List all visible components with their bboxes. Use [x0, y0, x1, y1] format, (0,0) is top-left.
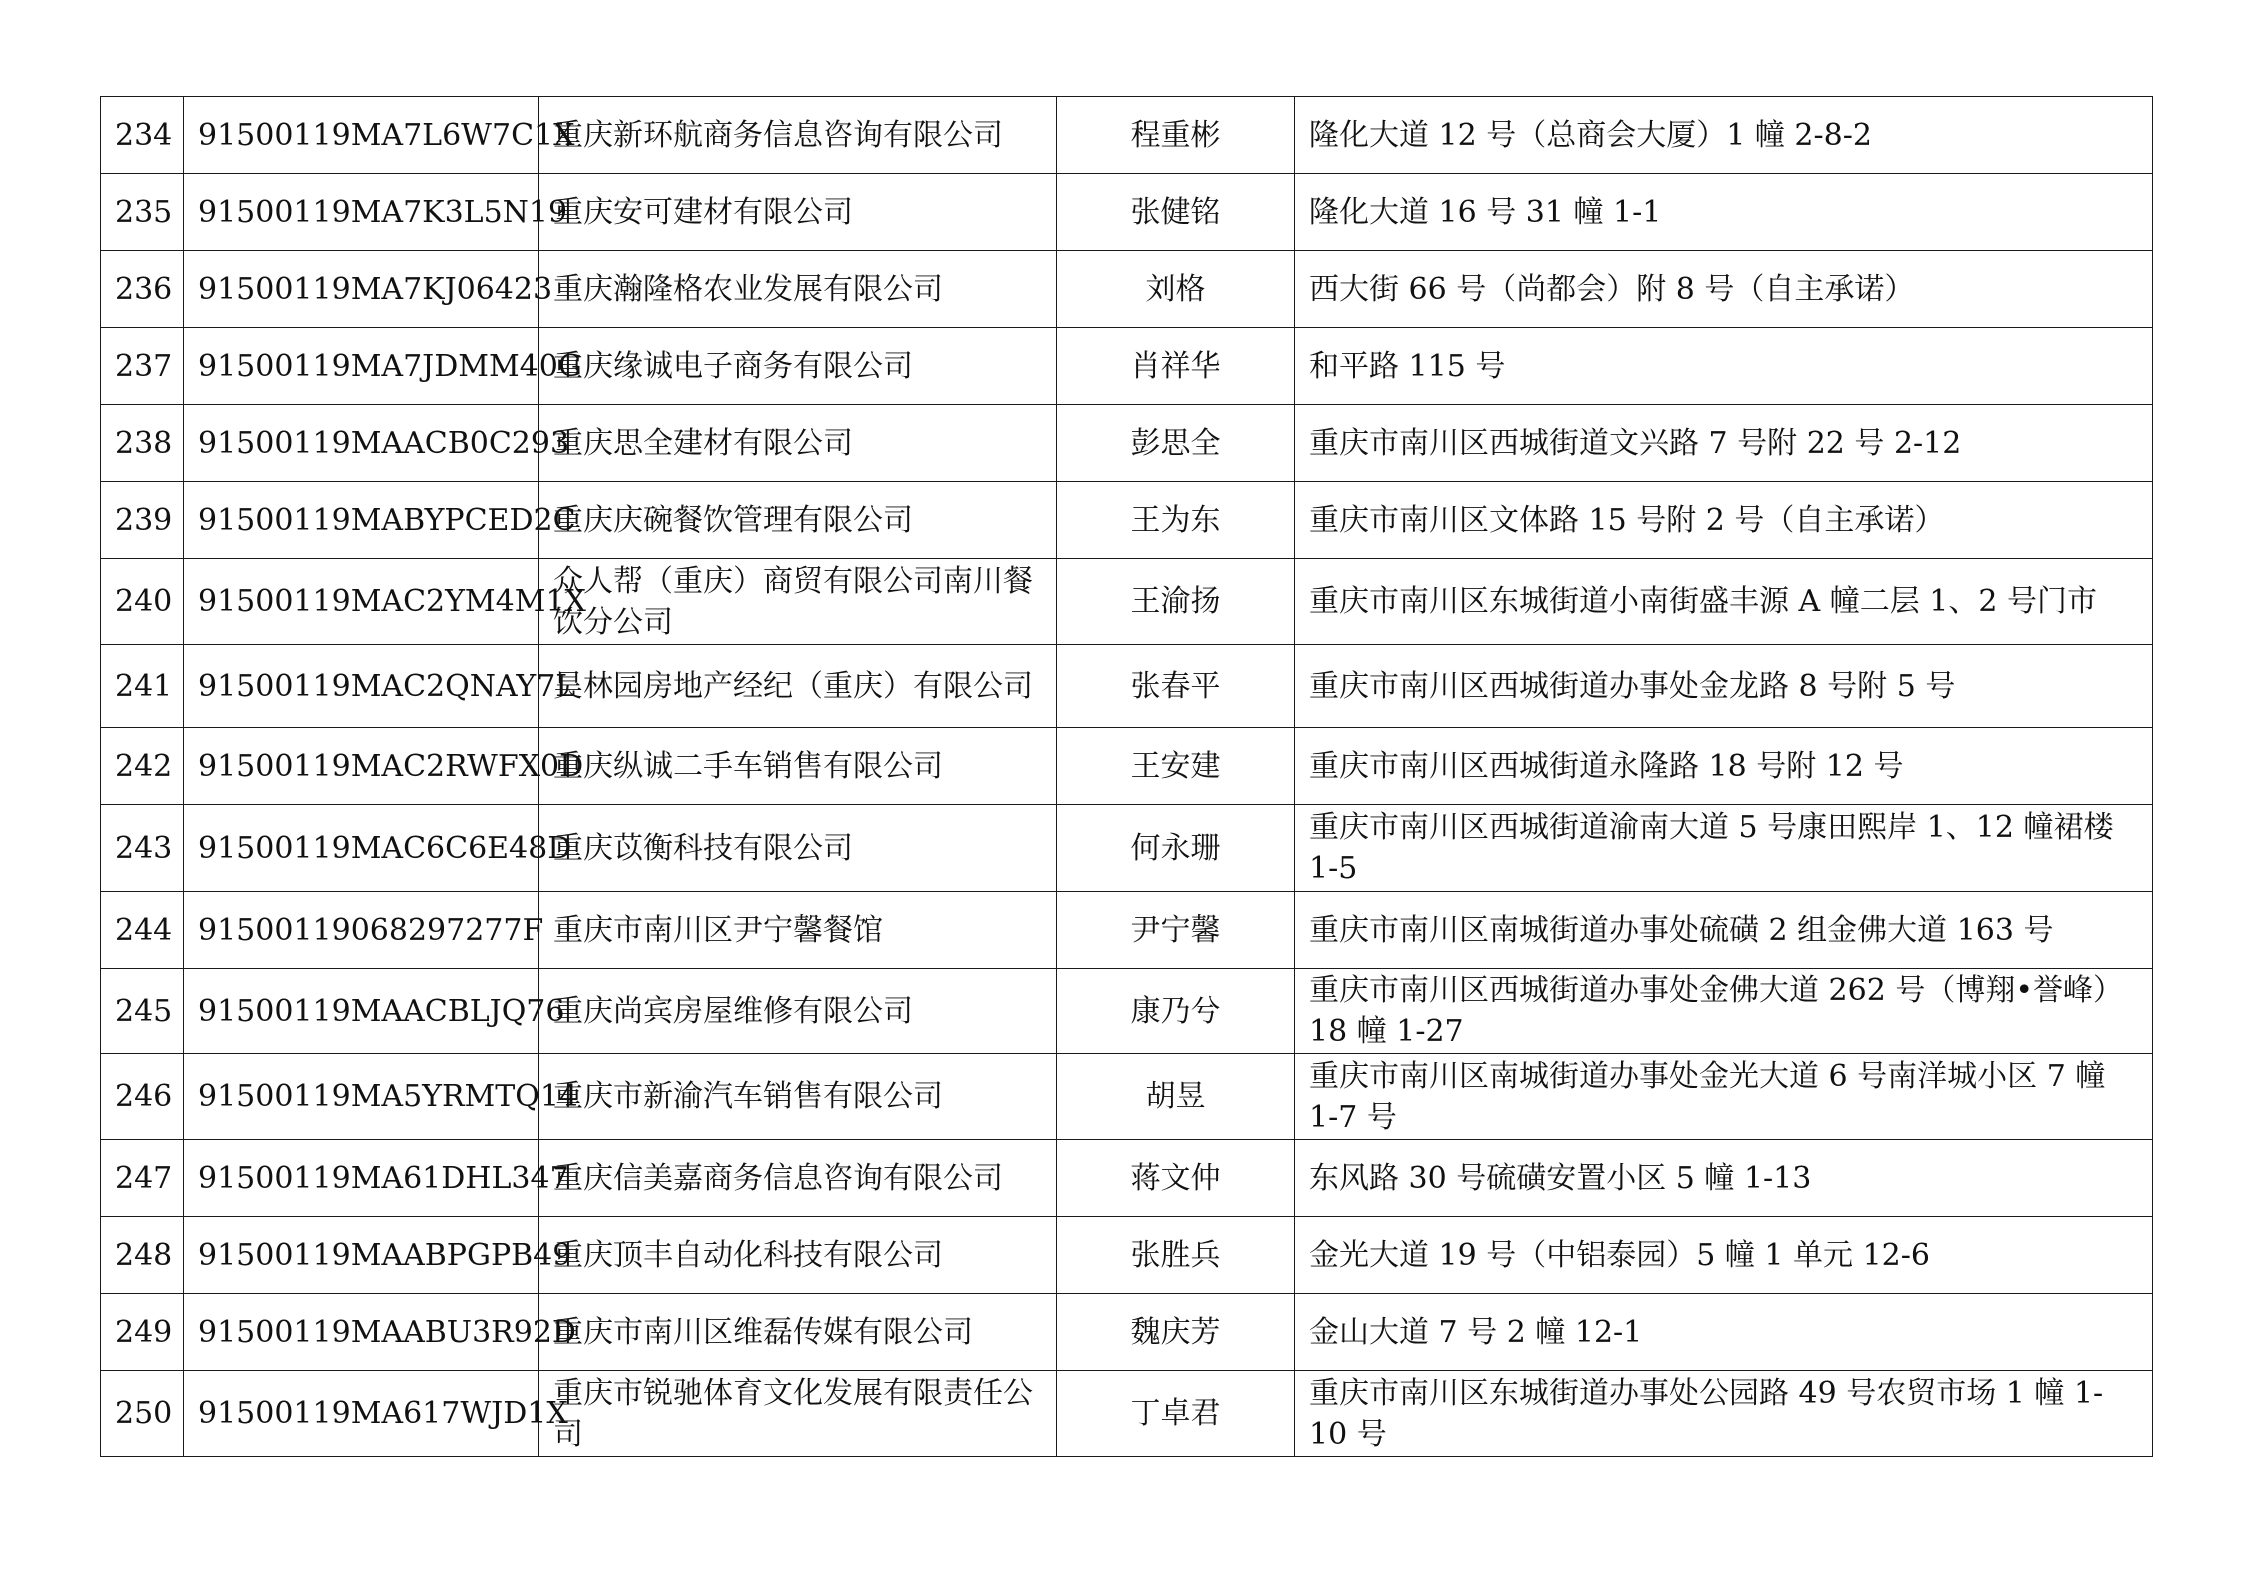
table-row: [101, 1371, 2153, 1457]
company-name-cell: 重庆庆碗餐饮管理有限公司: [539, 482, 1057, 559]
address-cell: 重庆市南川区西城街道办事处金佛大道 262 号（博翔•誉峰）18 幢 1-27: [1295, 969, 2153, 1054]
company-name-cell: 昊林园房地产经纪（重庆）有限公司: [539, 645, 1057, 728]
address-cell: 重庆市南川区西城街道办事处金龙路 8 号附 5 号: [1295, 645, 2153, 728]
row-number-cell: 239: [101, 482, 184, 559]
table-row: [101, 251, 2153, 328]
table-row: [101, 328, 2153, 405]
address-cell: 西大街 66 号（尚都会）附 8 号（自主承诺）: [1295, 251, 2153, 328]
credit-code-cell: 91500119MA7JDMM40G: [184, 328, 539, 405]
table-row: [101, 405, 2153, 482]
table-row: [101, 1140, 2153, 1217]
credit-code-cell: 91500119MAC6C6E48D: [184, 805, 539, 892]
legal-representative-cell: 魏庆芳: [1057, 1294, 1295, 1371]
row-number-cell: 234: [101, 97, 184, 174]
address-cell: 重庆市南川区东城街道小南街盛丰源 A 幢二层 1、2 号门市: [1295, 559, 2153, 645]
credit-code-cell: 91500119MA7L6W7C1X: [184, 97, 539, 174]
credit-code-cell: 91500119MA61DHL347: [184, 1140, 539, 1217]
credit-code-cell: 91500119MAC2QNAY7L: [184, 645, 539, 728]
row-number-cell: 238: [101, 405, 184, 482]
legal-representative-cell: 张健铭: [1057, 174, 1295, 251]
table-row: [101, 805, 2153, 892]
row-number-cell: 244: [101, 892, 184, 969]
legal-representative-cell: 张胜兵: [1057, 1217, 1295, 1294]
legal-representative-cell: 何永珊: [1057, 805, 1295, 892]
table-row: [101, 645, 2153, 728]
legal-representative-cell: 康乃兮: [1057, 969, 1295, 1054]
row-number-cell: 245: [101, 969, 184, 1054]
address-cell: 东风路 30 号硫磺安置小区 5 幢 1-13: [1295, 1140, 2153, 1217]
row-number-cell: 243: [101, 805, 184, 892]
row-number-cell: 249: [101, 1294, 184, 1371]
legal-representative-cell: 蒋文仲: [1057, 1140, 1295, 1217]
company-name-cell: 众人帮（重庆）商贸有限公司南川餐饮分公司: [539, 559, 1057, 645]
address-cell: 重庆市南川区南城街道办事处金光大道 6 号南洋城小区 7 幢 1-7 号: [1295, 1054, 2153, 1140]
address-cell: 重庆市南川区西城街道文兴路 7 号附 22 号 2-12: [1295, 405, 2153, 482]
credit-code-cell: 91500119MA5YRMTQ14: [184, 1054, 539, 1140]
credit-code-cell: 91500119MA617WJD1X: [184, 1371, 539, 1457]
legal-representative-cell: 王安建: [1057, 728, 1295, 805]
company-name-cell: 重庆顶丰自动化科技有限公司: [539, 1217, 1057, 1294]
address-cell: 隆化大道 12 号（总商会大厦）1 幢 2-8-2: [1295, 97, 2153, 174]
legal-representative-cell: 王渝扬: [1057, 559, 1295, 645]
registry-table-body: [101, 97, 2153, 1457]
company-name-cell: 重庆安可建材有限公司: [539, 174, 1057, 251]
credit-code-cell: 91500119MAACBLJQ76: [184, 969, 539, 1054]
credit-code-cell: 91500119MA7K3L5N19: [184, 174, 539, 251]
table-row: [101, 559, 2153, 645]
row-number-cell: 240: [101, 559, 184, 645]
address-cell: 重庆市南川区文体路 15 号附 2 号（自主承诺）: [1295, 482, 2153, 559]
address-cell: 重庆市南川区东城街道办事处公园路 49 号农贸市场 1 幢 1-10 号: [1295, 1371, 2153, 1457]
company-name-cell: 重庆瀚隆格农业发展有限公司: [539, 251, 1057, 328]
row-number-cell: 247: [101, 1140, 184, 1217]
company-name-cell: 重庆苡衡科技有限公司: [539, 805, 1057, 892]
address-cell: 重庆市南川区西城街道永隆路 18 号附 12 号: [1295, 728, 2153, 805]
company-name-cell: 重庆思全建材有限公司: [539, 405, 1057, 482]
credit-code-cell: 91500119MAC2RWFX0D: [184, 728, 539, 805]
table-row: [101, 969, 2153, 1054]
address-cell: 金光大道 19 号（中铝泰园）5 幢 1 单元 12-6: [1295, 1217, 2153, 1294]
legal-representative-cell: 彭思全: [1057, 405, 1295, 482]
row-number-cell: 242: [101, 728, 184, 805]
table-row: [101, 97, 2153, 174]
legal-representative-cell: 张春平: [1057, 645, 1295, 728]
legal-representative-cell: 肖祥华: [1057, 328, 1295, 405]
table-row: [101, 174, 2153, 251]
company-name-cell: 重庆尚宾房屋维修有限公司: [539, 969, 1057, 1054]
company-name-cell: 重庆纵诚二手车销售有限公司: [539, 728, 1057, 805]
credit-code-cell: 91500119MAABPGPB49: [184, 1217, 539, 1294]
row-number-cell: 250: [101, 1371, 184, 1457]
address-cell: 和平路 115 号: [1295, 328, 2153, 405]
legal-representative-cell: 刘格: [1057, 251, 1295, 328]
row-number-cell: 246: [101, 1054, 184, 1140]
company-name-cell: 重庆市南川区维磊传媒有限公司: [539, 1294, 1057, 1371]
company-name-cell: 重庆新环航商务信息咨询有限公司: [539, 97, 1057, 174]
table-row: [101, 1054, 2153, 1140]
table-row: [101, 728, 2153, 805]
credit-code-cell: 9150011906829727​7F: [184, 892, 539, 969]
company-name-cell: 重庆市新渝汽车销售有限公司: [539, 1054, 1057, 1140]
company-name-cell: 重庆市锐驰体育文化发展有限责任公司: [539, 1371, 1057, 1457]
address-cell: 金山大道 7 号 2 幢 12-1: [1295, 1294, 2153, 1371]
address-cell: 重庆市南川区西城街道渝南大道 5 号康田熙岸 1、12 幢裙楼 1-5: [1295, 805, 2153, 892]
company-name-cell: 重庆市南川区尹宁馨餐馆: [539, 892, 1057, 969]
credit-code-cell: 91500119MAC2YM4M1X: [184, 559, 539, 645]
credit-code-cell: 91500119MAABU3R92D: [184, 1294, 539, 1371]
credit-code-cell: 91500119MAACB0C293: [184, 405, 539, 482]
address-cell: 重庆市南川区南城街道办事处硫磺 2 组金佛大道 163 号: [1295, 892, 2153, 969]
credit-code-cell: 91500119MABYPCED2C: [184, 482, 539, 559]
company-name-cell: 重庆信美嘉商务信息咨询有限公司: [539, 1140, 1057, 1217]
address-cell: 隆化大道 16 号 31 幢 1-1: [1295, 174, 2153, 251]
table-row: [101, 1294, 2153, 1371]
legal-representative-cell: 程重彬: [1057, 97, 1295, 174]
credit-code-cell: 91500119MA7KJ06423: [184, 251, 539, 328]
legal-representative-cell: 丁卓君: [1057, 1371, 1295, 1457]
legal-representative-cell: 尹宁馨: [1057, 892, 1295, 969]
table-row: [101, 892, 2153, 969]
table-row: [101, 1217, 2153, 1294]
row-number-cell: 235: [101, 174, 184, 251]
row-number-cell: 241: [101, 645, 184, 728]
legal-representative-cell: 王为东: [1057, 482, 1295, 559]
legal-representative-cell: 胡昱: [1057, 1054, 1295, 1140]
company-name-cell: 重庆缘诚电子商务有限公司: [539, 328, 1057, 405]
table-row: [101, 482, 2153, 559]
row-number-cell: 248: [101, 1217, 184, 1294]
row-number-cell: 236: [101, 251, 184, 328]
row-number-cell: 237: [101, 328, 184, 405]
registry-table: [100, 96, 2153, 1457]
